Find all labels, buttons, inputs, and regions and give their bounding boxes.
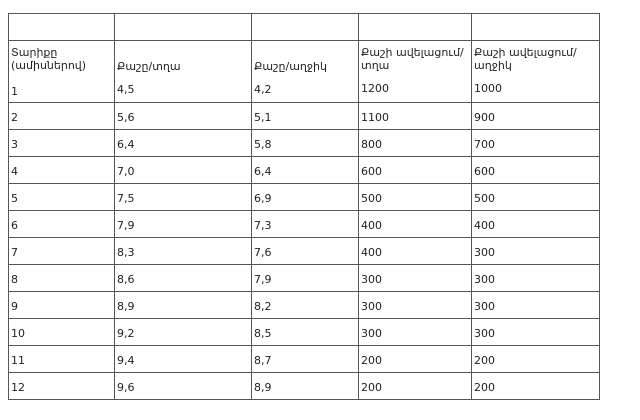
header-age-label: Տարիքը (ամիսներով) — [11, 46, 87, 72]
table-body — [9, 14, 600, 400]
table-row — [9, 157, 600, 184]
header-gain-boy-label: Քաշի ավելացում/ տղա — [361, 46, 464, 72]
cell-gain-girl: 200 — [472, 373, 600, 400]
cell-weight-boy: 9,2 — [115, 319, 252, 346]
empty-top-row — [9, 14, 600, 41]
header-cell-gain-girl — [472, 41, 600, 103]
cell-gain-boy: 500 — [359, 184, 472, 211]
cell-weight-boy: 7,9 — [115, 211, 252, 238]
cell-age: 11 — [9, 346, 115, 373]
cell-gain-boy: 200 — [359, 373, 472, 400]
cell-gain-boy: 400 — [359, 211, 472, 238]
cell-gain-girl: 300 — [472, 319, 600, 346]
table-row — [9, 184, 600, 211]
empty-cell — [359, 14, 472, 41]
cell-weight-boy: 8,9 — [115, 292, 252, 319]
row-1-gain-boy: 1200 — [361, 82, 389, 95]
cell-age: 2 — [9, 103, 115, 130]
cell-age: 8 — [9, 265, 115, 292]
cell-gain-boy: 200 — [359, 346, 472, 373]
cell-age: 7 — [9, 238, 115, 265]
cell-weight-boy: 8,3 — [115, 238, 252, 265]
cell-gain-boy: 300 — [359, 265, 472, 292]
cell-age: 9 — [9, 292, 115, 319]
cell-age: 5 — [9, 184, 115, 211]
table-row — [9, 292, 600, 319]
cell-gain-girl: 400 — [472, 211, 600, 238]
cell-weight-boy: 7,0 — [115, 157, 252, 184]
cell-weight-boy: 9,6 — [115, 373, 252, 400]
cell-weight-girl: 6,4 — [252, 157, 359, 184]
cell-gain-girl: 500 — [472, 184, 600, 211]
cell-weight-boy: 5,6 — [115, 103, 252, 130]
cell-weight-girl: 7,9 — [252, 265, 359, 292]
cell-gain-girl: 300 — [472, 292, 600, 319]
cell-gain-girl: 300 — [472, 238, 600, 265]
row-1-age: 1 — [11, 85, 18, 98]
header-cell-weight-girl — [252, 41, 359, 103]
cell-gain-boy: 300 — [359, 292, 472, 319]
header-weight-boy-label: Քաշը/տղա — [117, 60, 181, 73]
empty-cell — [252, 14, 359, 41]
table-row — [9, 211, 600, 238]
cell-gain-boy: 600 — [359, 157, 472, 184]
cell-weight-girl: 6,9 — [252, 184, 359, 211]
header-weight-girl-label: Քաշը/աղջիկ — [254, 60, 327, 73]
header-row — [9, 41, 600, 103]
table-row — [9, 130, 600, 157]
empty-cell — [9, 14, 115, 41]
header-cell-age — [9, 41, 115, 103]
table-row — [9, 373, 600, 400]
cell-weight-girl: 7,6 — [252, 238, 359, 265]
table-row — [9, 319, 600, 346]
cell-gain-girl: 600 — [472, 157, 600, 184]
header-gain-girl-label: Քաշի ավելացում/ աղջիկ — [474, 46, 577, 72]
cell-gain-boy: 800 — [359, 130, 472, 157]
cell-gain-boy: 1100 — [359, 103, 472, 130]
cell-gain-boy: 300 — [359, 319, 472, 346]
cell-weight-girl: 8,2 — [252, 292, 359, 319]
table-row — [9, 103, 600, 130]
empty-cell — [115, 14, 252, 41]
cell-age: 12 — [9, 373, 115, 400]
cell-weight-boy: 9,4 — [115, 346, 252, 373]
cell-gain-girl: 300 — [472, 265, 600, 292]
header-cell-gain-boy — [359, 41, 472, 103]
cell-gain-boy: 400 — [359, 238, 472, 265]
cell-age: 10 — [9, 319, 115, 346]
cell-gain-girl: 200 — [472, 346, 600, 373]
growth-table — [8, 13, 600, 400]
table-row — [9, 346, 600, 373]
cell-weight-girl: 8,9 — [252, 373, 359, 400]
cell-weight-girl: 5,8 — [252, 130, 359, 157]
row-1-weight-boy: 4,5 — [117, 83, 135, 96]
cell-weight-boy: 7,5 — [115, 184, 252, 211]
cell-weight-girl: 8,7 — [252, 346, 359, 373]
cell-age: 6 — [9, 211, 115, 238]
cell-gain-girl: 700 — [472, 130, 600, 157]
table-row — [9, 238, 600, 265]
empty-cell — [472, 14, 600, 41]
cell-weight-boy: 8,6 — [115, 265, 252, 292]
cell-weight-girl: 8,5 — [252, 319, 359, 346]
header-cell-weight-boy — [115, 41, 252, 103]
table-row — [9, 265, 600, 292]
row-1-gain-girl: 1000 — [474, 82, 502, 95]
cell-age: 3 — [9, 130, 115, 157]
cell-age: 4 — [9, 157, 115, 184]
cell-gain-girl: 900 — [472, 103, 600, 130]
cell-weight-girl: 5,1 — [252, 103, 359, 130]
cell-weight-girl: 7,3 — [252, 211, 359, 238]
cell-weight-boy: 6,4 — [115, 130, 252, 157]
row-1-weight-girl: 4,2 — [254, 83, 272, 96]
